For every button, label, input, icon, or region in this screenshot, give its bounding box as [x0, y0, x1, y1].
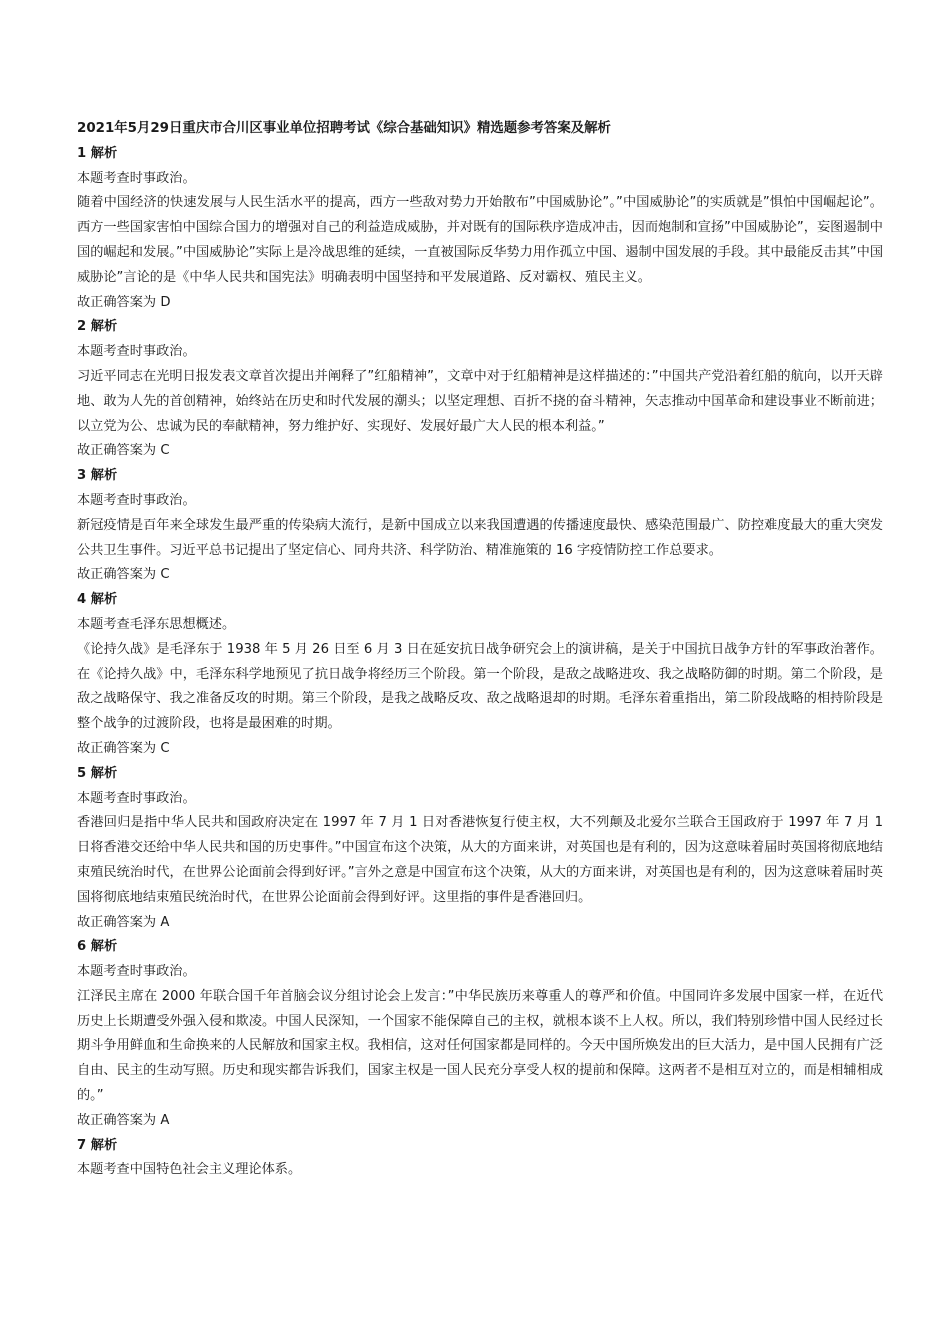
section-explanation: 《论持久战》是毛泽东于 1938 年 5 月 26 日至 6 月 3 日在延安抗日战争研究会上的演讲稿，是关于中国抗日战争方针的军事政治著作。在《论持久战》中，毛泽东科学地预见了抗日战争将经历三个阶段。第一个阶段，是敌之战略进攻、我之战略防御的时期。第二个阶段，是敌之战略保守、我之准备反攻的时期。第三个阶段，是我之战略反攻、敌之战略退却的时期。毛泽东着重指出，第二阶段战略的相持阶段是整个战争的过渡阶段，也将是最困难的时期。: [77, 641, 883, 732]
section-topic: 本题考查时事政治。: [77, 344, 196, 360]
section-heading: 7 解析: [77, 1137, 118, 1153]
section-answer: 故正确答案为 A: [77, 914, 170, 930]
section-topic: 本题考查时事政治。: [77, 492, 196, 508]
section-heading: 6 解析: [77, 939, 118, 955]
section-answer: 故正确答案为 C: [77, 443, 170, 459]
section-heading: 2 解析: [77, 319, 118, 335]
section-explanation: 江泽民主席在 2000 年联合国千年首脑会议分组讨论会上发言：”中华民族历来尊重人的尊严和价值。中国同许多发展中国家一样，在近代历史上长期遭受外强入侵和欺凌。中国人民深知，一个国家不能保障自己的主权，就根本谈不上人权。所以，我们特别珍惜中国人民经过长期斗争用鲜血和生命换来的人民解放和国家主权。我相信，这对任何国家都是同样的。今天中国所焕发出的巨大活力，是中国人民拥有广泛自由、民主的生动写照。历史和现实都告诉我们，国家主权是一国人民充分享受人权的提前和保障。这两者不是相互对立的，而是相辅相成的。”: [77, 988, 883, 1104]
answer-section-6: [77, 935, 883, 1133]
answer-section-3: [77, 464, 883, 588]
document-content: [77, 117, 883, 1183]
section-topic: 本题考查中国特色社会主义理论体系。: [77, 1162, 302, 1178]
answer-section-2: [77, 315, 883, 464]
section-explanation: 习近平同志在光明日报发表文章首次提出并阐释了”红船精神”，文章中对于红船精神是这样描述的：”中国共产党沿着红船的航向，以开天辟地、敢为人先的首创精神，始终站在历史和时代发展的潮头；以坚定理想、百折不挠的奋斗精神，矢志推动中国革命和建设事业不断前进；以立党为公、忠诚为民的奉献精神，努力维护好、实现好、发展好最广大人民的根本利益。”: [77, 368, 883, 434]
section-topic: 本题考查时事政治。: [77, 170, 196, 186]
section-heading: 4 解析: [77, 592, 118, 608]
section-topic: 本题考查时事政治。: [77, 964, 196, 980]
section-answer: 故正确答案为 A: [77, 1112, 170, 1128]
section-heading: 5 解析: [77, 765, 118, 781]
section-heading: 1 解析: [77, 145, 118, 161]
answer-section-5: [77, 762, 883, 936]
answer-section-1: [77, 142, 883, 316]
answer-section-4: [77, 588, 883, 762]
section-topic: 本题考查毛泽东思想概述。: [77, 616, 236, 632]
section-answer: 故正确答案为 C: [77, 567, 170, 583]
document-title: 2021年5月29日重庆市合川区事业单位招聘考试《综合基础知识》精选题参考答案及解析: [77, 121, 611, 136]
section-explanation: 新冠疫情是百年来全球发生最严重的传染病大流行，是新中国成立以来我国遭遇的传播速度最快、感染范围最广、防控难度最大的重大突发公共卫生事件。习近平总书记提出了坚定信心、同舟共济、科学防治、精准施策的 16 字疫情防控工作总要求。: [77, 517, 883, 558]
section-explanation: 随着中国经济的快速发展与人民生活水平的提高，西方一些敌对势力开始散布”中国威胁论”。”中国威胁论”的实质就是”惧怕中国崛起论”。西方一些国家害怕中国综合国力的增强对自己的利益造成威胁，并对既有的国际秩序造成冲击，因而炮制和宣扬”中国威胁论”，妄图遏制中国的崛起和发展。”中国威胁论”实际上是冷战思维的延续，一直被国际反华势力用作孤立中国、遏制中国发展的手段。其中最能反击其”中国威胁论”言论的是《中华人民共和国宪法》明确表明中国坚持和平发展道路、反对霸权、殖民主义。: [77, 195, 883, 285]
section-answer: 故正确答案为 C: [77, 740, 170, 756]
section-topic: 本题考查时事政治。: [77, 790, 196, 806]
answer-section-7: [77, 1134, 883, 1184]
section-explanation: 香港回归是指中华人民共和国政府决定在 1997 年 7 月 1 日对香港恢复行使主权，大不列颠及北爱尔兰联合王国政府于 1997 年 7 月 1 日将香港交还给中华人民共和国的历史事件。”中国宣布这个决策，从大的方面来讲，对英国也是有利的，因为这意味着届时英国将彻底地结束殖民统治时代，在世界公论面前会得到好评。”言外之意是中国宣布这个决策，从大的方面来讲，对英国也是有利的，因为这意味着届时英国将彻底地结束殖民统治时代，在世界公论面前会得到好评。这里指的事件是香港回归。: [77, 815, 883, 905]
section-heading: 3 解析: [77, 468, 118, 484]
section-answer: 故正确答案为 D: [77, 294, 171, 310]
